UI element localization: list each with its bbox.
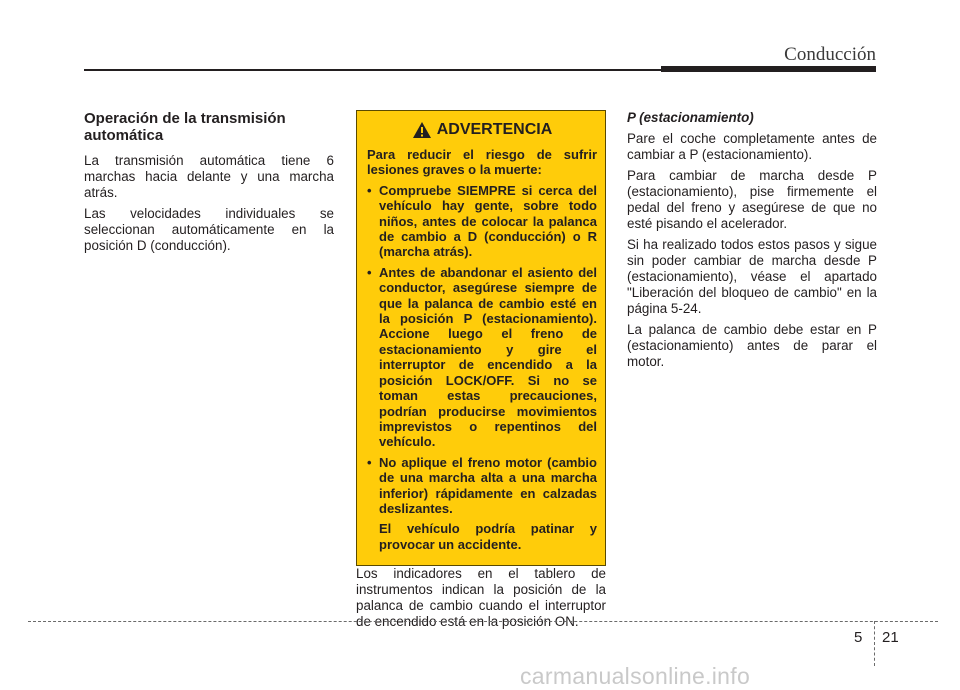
warning-title: ADVERTENCIA xyxy=(436,121,553,139)
paragraph: Si ha realizado todos estos pasos y sigue sin poder cambiar de marcha desde P (estacionamiento), véase el apartado "Liberación del bloqueo de cambio" en la página 5-24. xyxy=(627,237,877,316)
header-rule xyxy=(84,69,661,71)
left-column xyxy=(84,110,334,259)
warning-list xyxy=(367,183,597,517)
warning-triangle-icon xyxy=(412,121,432,139)
paragraph: La transmisión automática tiene 6 marchas hacia delante y una marcha atrás. xyxy=(84,153,334,200)
page-number: 21 xyxy=(882,629,899,646)
paragraph: Las velocidades individuales se seleccionan automáticamente en la posición D (conducción). xyxy=(84,206,334,253)
warning-item xyxy=(367,455,597,517)
header-bar xyxy=(661,66,876,72)
bullet: • xyxy=(367,264,372,280)
bullet: • xyxy=(367,182,372,198)
warning-item xyxy=(367,265,597,450)
watermark: carmanualsonline.info xyxy=(520,663,751,689)
section-title-header: Conducción xyxy=(784,44,876,65)
bullet: • xyxy=(367,454,372,470)
warning-item-text: Compruebe SIEMPRE si cerca del vehículo hay gente, sobre todo niños, antes de colocar la palanca de cambio a D (conducción) o R (marcha atrás). xyxy=(379,182,597,260)
footer-divider xyxy=(874,621,875,666)
subheading: P (estacionamiento) xyxy=(627,110,754,125)
section-heading: Operación de la transmisión automática xyxy=(84,110,286,144)
chapter-number: 5 xyxy=(854,629,863,646)
middle-column xyxy=(356,110,606,635)
warning-item xyxy=(367,183,597,260)
warning-item-extra: El vehículo podría patinar y provocar un accidente. xyxy=(379,521,597,552)
footer-rule xyxy=(28,621,938,622)
paragraph: Los indicadores en el tablero de instrumentos indican la posición de la palanca de cambio cuando el interruptor de encendido está en la posición ON. xyxy=(356,566,606,630)
paragraph: Para cambiar de marcha desde P (estacionamiento), pise firmemente el pedal del freno y asegúrese de que no esté pisando el acelerador. xyxy=(627,168,877,231)
warning-intro: Para reducir el riesgo de sufrir lesiones graves o la muerte: xyxy=(367,147,597,178)
warning-item-text: Antes de abandonar el asiento del conductor, asegúrese siempre de que la palanca de cambio esté en la posición P (estacionamiento). Accione luego el freno de estacionamiento y gire el interruptor de encendido a la posición LOCK/OFF. Si no se toman estas precauciones, podrían producirse movimientos imprevistos o repentinos del vehículo. xyxy=(379,264,597,450)
warning-item-text: No aplique el freno motor (cambio de una marcha alta a una marcha inferior) rápidamente en calzadas deslizantes. xyxy=(379,454,597,516)
warning-box xyxy=(356,110,606,566)
paragraph: La palanca de cambio debe estar en P (estacionamiento) antes de parar el motor. xyxy=(627,322,877,369)
paragraph: Pare el coche completamente antes de cambiar a P (estacionamiento). xyxy=(627,131,877,162)
right-column xyxy=(627,110,877,375)
warning-header xyxy=(367,121,597,139)
